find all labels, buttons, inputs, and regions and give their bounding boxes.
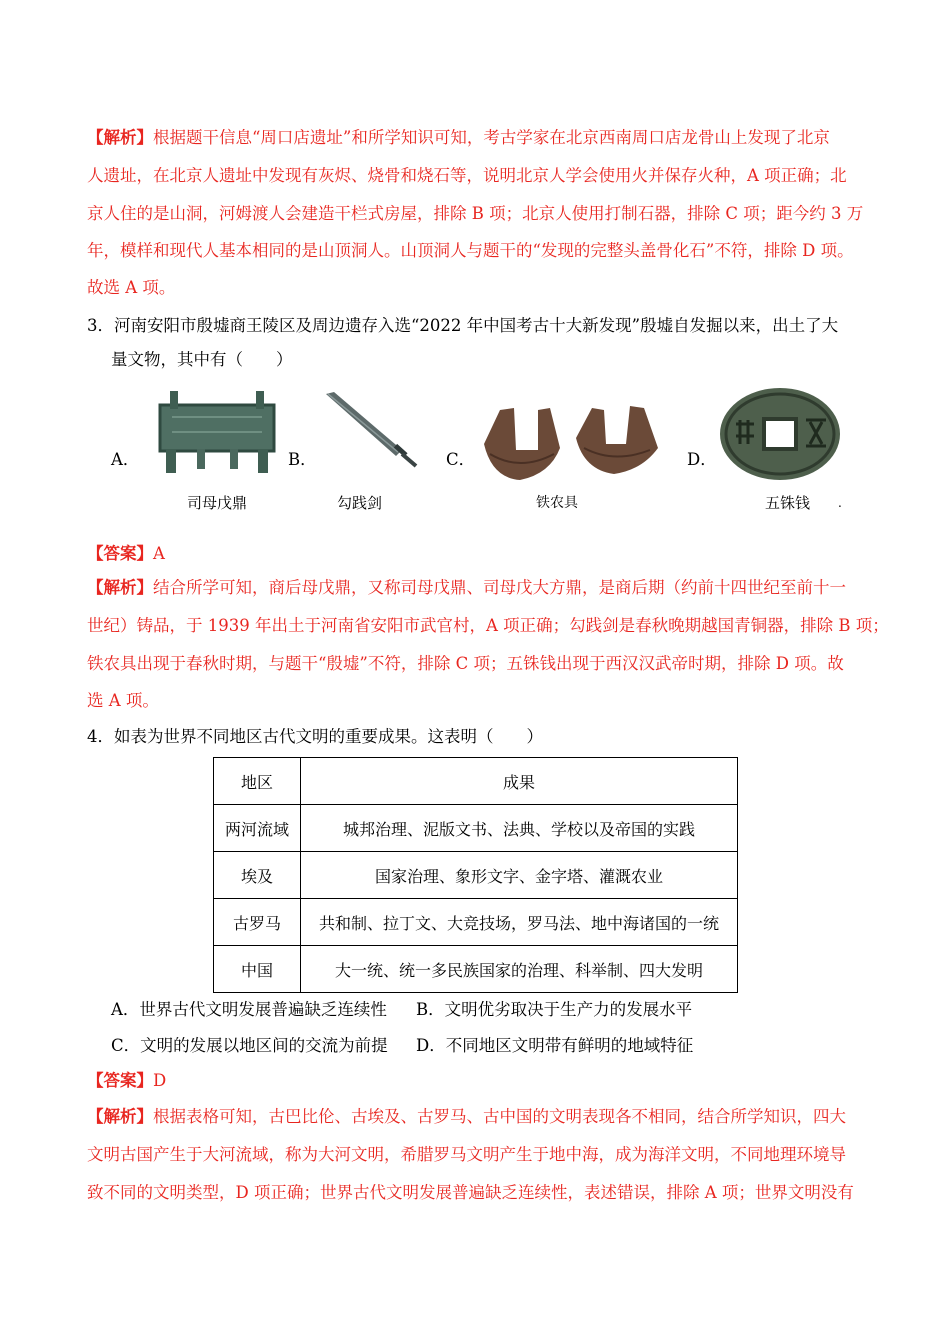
sword-image — [322, 390, 422, 470]
q3-stem-line-2: 量文物，其中有（ ） — [111, 350, 293, 369]
q4-analysis-line-2: 文明古国产生于大河流域，称为大河文明，希腊罗马文明产生于地中海，成为海洋文明，不同地理环境导 — [87, 1145, 846, 1164]
analysis-tag: 【解析】 — [87, 578, 153, 597]
table-cell: 两河流域 — [214, 805, 301, 852]
q3-answer — [87, 544, 165, 564]
ding-vessel-image — [152, 387, 282, 477]
answer-value: D — [153, 1071, 167, 1090]
table-row — [214, 805, 738, 852]
table-cell: 古罗马 — [214, 899, 301, 946]
q3-option-c-letter: C． — [446, 450, 476, 469]
answer-tag: 【答案】 — [87, 1071, 153, 1090]
table-cell: 城邦治理、泥版文书、法典、学校以及帝国的实践 — [301, 805, 738, 852]
q4-analysis-line-1: 【解析】根据表格可知，古巴比伦、古埃及、古罗马、古中国的文明表现各不相同，结合所学知识，四大 — [87, 1107, 846, 1126]
iron-tools-image — [480, 404, 662, 486]
table-cell: 大一统、统一多民族国家的治理、科举制、四大发明 — [301, 946, 738, 993]
q2-analysis-line-4: 年，模样和现代人基本相同的是山顶洞人。山顶洞人与题干的“发现的完整头盖骨化石”不符，排除 D 项。 — [87, 241, 854, 260]
table-cell: 埃及 — [214, 852, 301, 899]
q3-option-c-caption: 铁农具 — [536, 495, 578, 511]
coin-image — [718, 386, 842, 482]
q3-caption-mark: . — [838, 496, 842, 510]
q3-analysis-line-3: 铁农具出现于春秋时期，与题干“殷墟”不符，排除 C 项；五铢钱出现于西汉汉武帝时期，排除 D 项。故 — [87, 654, 844, 673]
table-header-cell: 地区 — [214, 758, 301, 805]
q3-option-d-caption: 五铢钱 — [765, 494, 811, 512]
table-header-row — [214, 758, 738, 805]
answer-value: A — [153, 544, 165, 563]
q3-option-a-letter: A． — [111, 450, 140, 469]
q4-analysis-line-3: 致不同的文明类型，D 项正确；世界古代文明发展普遍缺乏连续性，表述错误，排除 A 项；世界文明没有 — [87, 1183, 854, 1202]
q3-option-d-letter: D． — [687, 450, 717, 469]
q2-analysis-line-5: 故选 A 项。 — [87, 278, 176, 297]
analysis-tag: 【解析】 — [87, 1107, 153, 1126]
table-row — [214, 946, 738, 993]
q4-stem: 4．如表为世界不同地区古代文明的重要成果。这表明（ ） — [87, 727, 543, 746]
q3-option-b-caption: 勾践剑 — [337, 494, 383, 512]
q4-option-a: A．世界古代文明发展普遍缺乏连续性 — [111, 1000, 387, 1019]
table-row — [214, 899, 738, 946]
q3-option-a-caption: 司母戊鼎 — [187, 494, 248, 512]
table-cell: 共和制、拉丁文、大竞技场，罗马法、地中海诸国的一统 — [301, 899, 738, 946]
q3-analysis-line-2: 世纪）铸品，于 1939 年出土于河南省安阳市武官村，A 项正确；勾践剑是春秋晚期越国青铜器，排除 B 项； — [87, 616, 889, 635]
table-row — [214, 852, 738, 899]
answer-tag: 【答案】 — [87, 544, 153, 563]
q3-analysis-line-4: 选 A 项。 — [87, 691, 159, 710]
q4-option-c: C．文明的发展以地区间的交流为前提 — [111, 1036, 388, 1055]
q4-option-d: D．不同地区文明带有鲜明的地域特征 — [416, 1036, 694, 1055]
q4-answer — [87, 1071, 166, 1091]
table-header-cell: 成果 — [301, 758, 738, 805]
q2-analysis-line-3: 京人住的是山洞，河姆渡人会建造干栏式房屋，排除 B 项；北京人使用打制石器，排除 C 项；距今约 3 万 — [87, 204, 864, 223]
analysis-tag: 【解析】 — [87, 128, 153, 147]
achievements-table — [213, 757, 738, 993]
q3-stem-line-1: 3．河南安阳市殷墟商王陵区及周边遗存入选“2022 年中国考古十大新发现”殷墟自发掘以来，出土了大 — [87, 316, 839, 335]
q3-analysis-line-1: 【解析】结合所学可知，商后母戊鼎，又称司母戊鼎、司母戊大方鼎，是商后期（约前十四世纪至前十一 — [87, 578, 846, 597]
q2-analysis-line-1: 【解析】根据题干信息“周口店遗址”和所学知识可知，考古学家在北京西南周口店龙骨山上发现了北京 — [87, 128, 830, 147]
q2-analysis-line-2: 人遗址，在北京人遗址中发现有灰烬、烧骨和烧石等，说明北京人学会使用火并保存火种，A 项正确；北 — [87, 166, 847, 185]
table-cell: 中国 — [214, 946, 301, 993]
table-cell: 国家治理、象形文字、金字塔、灌溉农业 — [301, 852, 738, 899]
q4-option-b: B．文明优劣取决于生产力的发展水平 — [416, 1000, 693, 1019]
q3-option-b-letter: B． — [288, 450, 317, 469]
